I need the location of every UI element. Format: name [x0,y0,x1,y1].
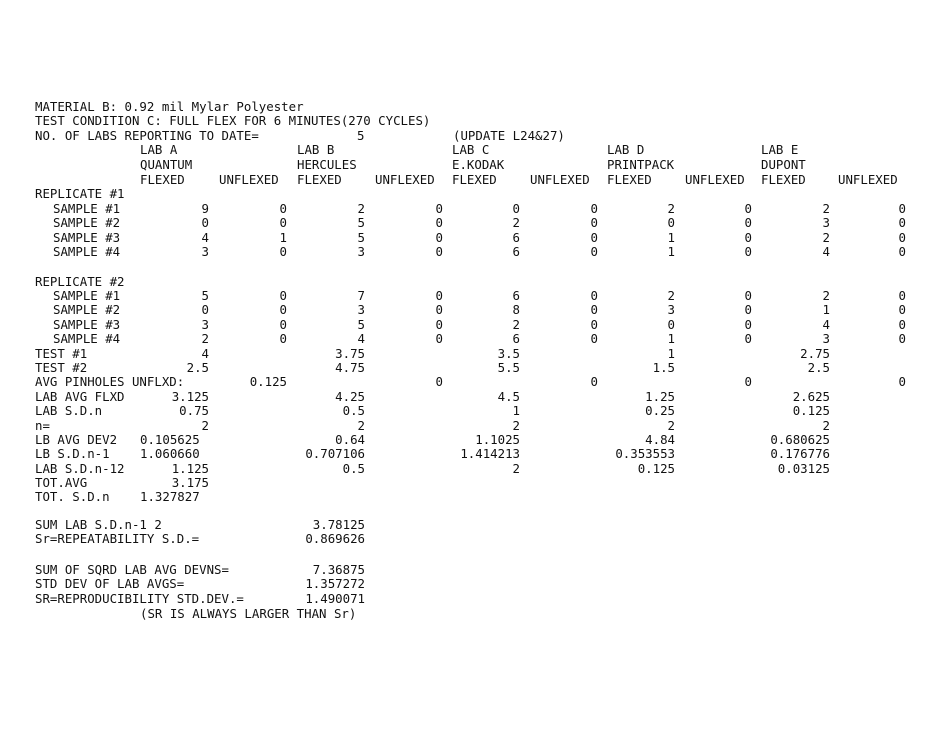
cell: 5 [201,288,209,303]
cell: 0.353553 [615,446,675,462]
table-row [0,433,950,447]
cell: 1.060660 [140,446,200,462]
cell: 0 [898,374,906,390]
row-label: SAMPLE #4 [53,331,121,347]
cell: 0 [744,331,752,347]
table-row [0,476,950,490]
table-row [0,231,950,245]
column-header: UNFLEXED [219,172,279,187]
cell: 1 [279,229,287,245]
cell: 2 [512,215,520,231]
cell: 3 [201,316,209,332]
cell: 0 [435,215,443,231]
table-row [0,303,950,317]
cell: 4 [822,244,830,260]
update-note: (UPDATE L24&27) [453,128,565,143]
cell: 4.5 [497,388,520,404]
table-row [0,361,950,375]
cell: 0 [279,244,287,260]
cell: 0.176776 [770,446,830,462]
cell: 2 [512,417,520,433]
row-label: SAMPLE #1 [53,288,121,303]
cell: 1 [512,403,520,419]
cell: 2.75 [800,345,830,361]
cell: 0.5 [342,460,365,476]
cell: 4 [201,345,209,361]
column-header: FLEXED [297,172,342,187]
row-label: AVG PINHOLES UNFLXD: [35,374,185,390]
column-header: FLEXED [761,172,806,187]
summary-line [0,563,950,577]
cell: 0 [898,244,906,260]
row-label: LB S.D.n-1 [35,446,110,462]
cell: 2.5 [807,359,830,375]
row-label: SAMPLE #3 [53,229,121,245]
lab-d-name: LAB D [607,142,645,157]
lab-b-name: LAB B [297,142,335,157]
cell: 3 [357,302,365,318]
column-header: FLEXED [607,172,652,187]
cell: 3.75 [335,345,365,361]
row-label: LAB S.D.n [35,403,103,419]
cell: 0 [435,374,443,390]
cell: 5 [357,316,365,332]
cell: 9 [201,201,209,216]
lab-c-company: E.KODAK [452,157,505,172]
cell: 0 [435,244,443,260]
cell: 0 [898,201,906,216]
repeatability-block [0,518,950,547]
cell: 0 [898,215,906,231]
column-header: FLEXED [140,172,185,187]
cell: 0 [590,331,598,347]
cell: 0 [744,288,752,303]
summary-label: Sr=REPEATABILITY S.D.= [35,531,200,547]
material-line: MATERIAL B: 0.92 mil Mylar Polyester [35,99,304,114]
cell: 0 [590,215,598,231]
cell: 1.414213 [460,446,520,462]
cell: 2 [822,229,830,245]
cell: 1.5 [652,359,675,375]
cell: 0 [667,215,675,231]
cell: 1.125 [171,460,209,476]
cell: 3 [822,215,830,231]
cell: 3 [822,331,830,347]
table-row [0,318,950,332]
row-label: TOT.AVG [35,475,88,491]
cell: 0.125 [249,374,287,390]
summary-value: 3.78125 [312,517,365,532]
summary-label: SR=REPRODUCIBILITY STD.DEV.= [35,590,244,606]
column-header: UNFLEXED [838,172,898,187]
cell: 0 [898,331,906,347]
row-label: n= [35,417,50,433]
table-row [0,375,950,389]
cell: 0.707106 [305,446,365,462]
cell: 5 [357,229,365,245]
table-row [0,347,950,361]
row-label: SAMPLE #2 [53,302,121,318]
table-row [0,404,950,418]
cell: 0 [590,201,598,216]
cell: 0 [201,302,209,318]
summary-line [0,518,950,532]
cell: 0 [590,288,598,303]
labs-reporting-count: 5 [357,128,365,143]
test-condition-line: TEST CONDITION C: FULL FLEX FOR 6 MINUTES(270 CYCLES) [35,113,431,128]
cell: 0 [744,374,752,390]
cell: 6 [512,244,520,260]
lab-e-name: LAB E [761,142,799,157]
cell: 0 [590,244,598,260]
row-label: SAMPLE #3 [53,316,121,332]
cell: 3.5 [497,345,520,361]
cell: 2 [357,201,365,216]
cell: 2 [667,288,675,303]
column-header: UNFLEXED [530,172,590,187]
cell: 4 [822,316,830,332]
cell: 0 [898,229,906,245]
cell: 0 [590,374,598,390]
summary-value: 7.36875 [312,562,365,577]
column-header: UNFLEXED [685,172,745,187]
cell: 2 [357,417,365,433]
cell: 6 [512,288,520,303]
lab-c-name: LAB C [452,142,490,157]
cell: 4.25 [335,388,365,404]
cell: 1 [667,331,675,347]
cell: 0.680625 [770,431,830,447]
cell: 4.84 [645,431,675,447]
cell: 7 [357,288,365,303]
cell: 0 [898,302,906,318]
row-label: SAMPLE #4 [53,244,121,260]
reproducibility-block [0,563,950,606]
table-row [0,202,950,216]
cell: 0.5 [342,403,365,419]
cell: 0 [898,316,906,332]
replicate-1-title: REPLICATE #1 [35,186,125,201]
row-label: SAMPLE #1 [53,201,121,216]
cell: 0 [279,288,287,303]
summary-value: 1.490071 [305,590,365,606]
cell: 2.625 [792,388,830,404]
cell: 2 [512,460,520,476]
cell: 0 [279,215,287,231]
table-row [0,462,950,476]
table-row [0,289,950,303]
row-label: LAB S.D.n-12 [35,460,125,476]
cell: 1 [667,345,675,361]
cell: 0 [590,316,598,332]
cell: 3 [357,244,365,260]
row-label: TEST #2 [35,359,88,375]
replicate-2-title: REPLICATE #2 [35,274,125,289]
summary-value: 0.869626 [305,531,365,547]
cell: 0.125 [792,403,830,419]
cell: 6 [512,331,520,347]
cell: 1.327827 [140,489,200,505]
cell: 3 [667,302,675,318]
cell: 0 [744,302,752,318]
row-label: TOT. S.D.n [35,489,110,505]
cell: 0.25 [645,403,675,419]
cell: 0.105625 [140,431,200,447]
cell: 0 [744,201,752,216]
lab-b-company: HERCULES [297,157,357,172]
cell: 1 [667,229,675,245]
cell: 0 [435,331,443,347]
lab-a-company: QUANTUM [140,157,193,172]
cell: 2 [512,316,520,332]
cell: 0 [590,302,598,318]
cell: 2 [667,417,675,433]
labs-reporting-label: NO. OF LABS REPORTING TO DATE= [35,128,259,143]
cell: 3.125 [171,388,209,404]
cell: 0 [279,331,287,347]
summary-label: STD DEV OF LAB AVGS= [35,576,185,592]
summary-line [0,577,950,591]
lab-e-company: DUPONT [761,157,806,172]
cell: 1.25 [645,388,675,404]
summary-value: 1.357272 [305,576,365,592]
cell: 0 [590,229,598,245]
cell: 1.1025 [475,431,520,447]
replicate-1-table [0,202,950,260]
cell: 0.64 [335,431,365,447]
cell: 0 [201,215,209,231]
summary-label: SUM LAB S.D.n-1 2 [35,517,162,532]
cell: 8 [512,302,520,318]
lab-d-company: PRINTPACK [607,157,675,172]
cell: 0 [279,201,287,216]
cell: 0 [744,215,752,231]
table-row [0,447,950,461]
column-header: UNFLEXED [375,172,435,187]
cell: 0 [667,316,675,332]
cell: 0 [898,288,906,303]
cell: 0.03125 [777,460,830,476]
cell: 5 [357,215,365,231]
cell: 3 [201,244,209,260]
cell: 2 [201,331,209,347]
table-row [0,490,950,504]
row-label: LB AVG DEV2 [35,431,118,447]
row-label: LAB AVG FLXD [35,388,125,404]
replicate-2-table [0,289,950,505]
cell: 0 [435,229,443,245]
cell: 4 [357,331,365,347]
table-row [0,216,950,230]
cell: 0 [435,316,443,332]
cell: 0 [435,201,443,216]
cell: 2 [667,201,675,216]
footnote: (SR IS ALWAYS LARGER THAN Sr) [140,606,357,621]
cell: 0 [744,229,752,245]
cell: 0 [279,302,287,318]
cell: 0 [512,201,520,216]
row-label: SAMPLE #2 [53,215,121,231]
cell: 1 [667,244,675,260]
cell: 2.5 [186,359,209,375]
table-row [0,332,950,346]
cell: 0 [435,288,443,303]
cell: 2 [201,417,209,433]
cell: 2 [822,288,830,303]
cell: 4.75 [335,359,365,375]
row-label: TEST #1 [35,345,88,361]
cell: 0 [435,302,443,318]
cell: 2 [822,201,830,216]
cell: 0 [744,316,752,332]
summary-line [0,592,950,606]
cell: 0 [744,244,752,260]
table-row [0,419,950,433]
cell: 4 [201,229,209,245]
cell: 0.75 [179,403,209,419]
cell: 5.5 [497,359,520,375]
table-row [0,390,950,404]
lab-a-name: LAB A [140,142,178,157]
table-row [0,245,950,259]
cell: 2 [822,417,830,433]
summary-line [0,532,950,546]
cell: 1 [822,302,830,318]
column-header: FLEXED [452,172,497,187]
cell: 6 [512,229,520,245]
summary-label: SUM OF SQRD LAB AVG DEVNS= [35,562,229,577]
cell: 3.175 [171,475,209,491]
cell: 0 [279,316,287,332]
cell: 0.125 [637,460,675,476]
